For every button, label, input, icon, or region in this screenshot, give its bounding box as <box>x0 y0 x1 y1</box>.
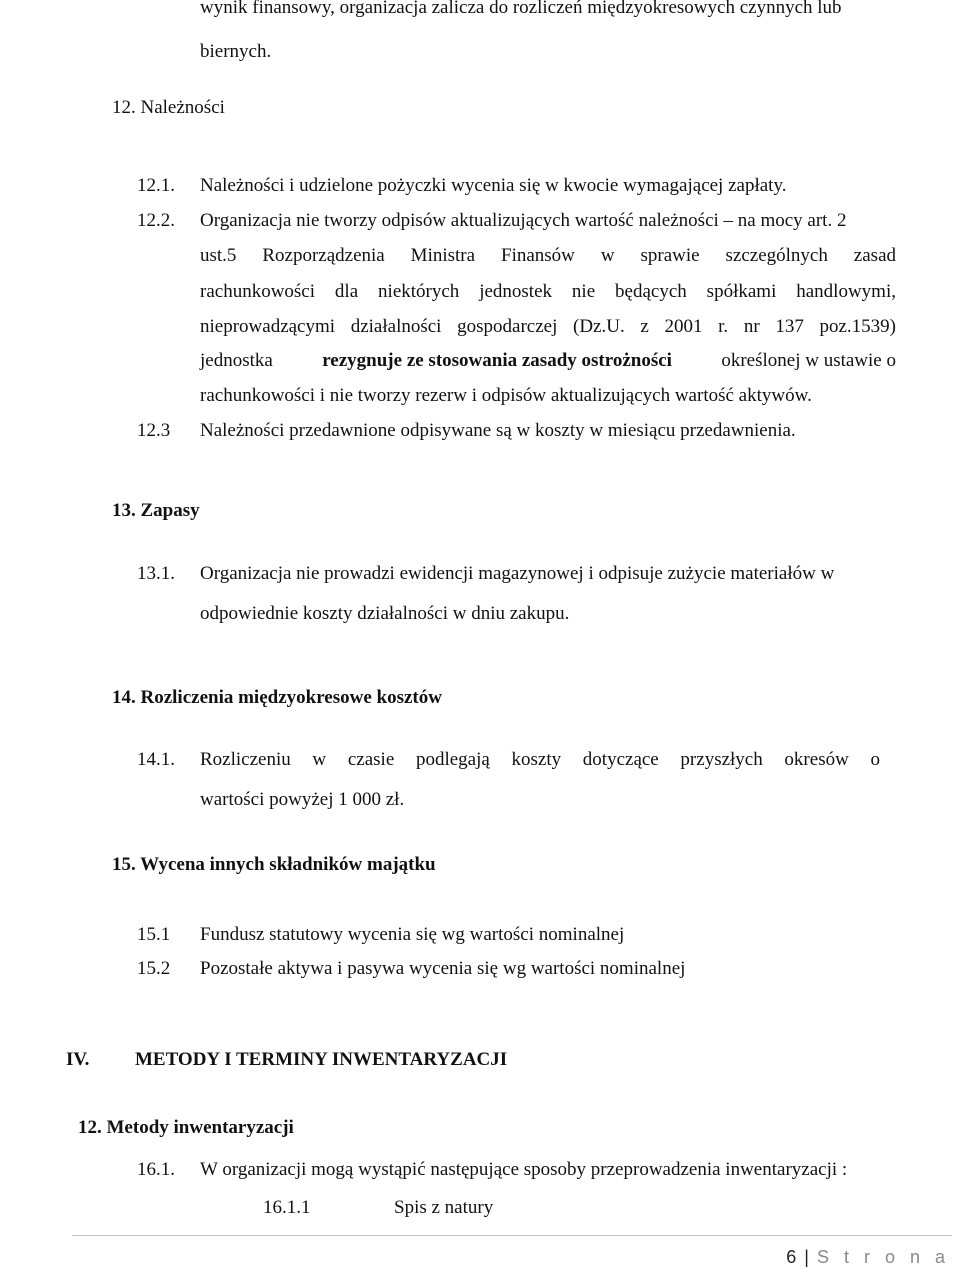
item-text: Należności i udzielone pożyczki wycenia się w kwocie wymagającej zapłaty. <box>200 175 787 196</box>
paragraph-line: biernych. <box>200 41 272 62</box>
item-number: 16.1. <box>137 1159 175 1180</box>
item-text: W organizacji mogą wystąpić następujące sposoby przeprowadzenia inwentaryzacji : <box>200 1159 848 1180</box>
section-heading: 12. Należności <box>112 97 225 118</box>
sub-item-number: 16.1.1 <box>263 1197 311 1218</box>
page-label: S t r o n a <box>816 1247 950 1267</box>
item-text: rachunkowości dla niektórych jednostek nie będących spółkami handlowymi, <box>200 281 896 302</box>
item-text: wartości powyżej 1 000 zł. <box>200 789 405 810</box>
item-text: Fundusz statutowy wycenia się wg wartości nominalnej <box>200 924 625 945</box>
footer-separator: | <box>804 1247 809 1267</box>
item-number: 14.1. <box>137 749 175 770</box>
item-number: 12.2. <box>137 210 175 231</box>
item-text: rachunkowości i nie tworzy rezerw i odpisów aktualizujących wartość aktywów. <box>200 385 812 406</box>
section-heading: 15. Wycena innych składników majątku <box>112 854 436 875</box>
item-number: 13.1. <box>137 563 175 584</box>
chapter-heading: METODY I TERMINY INWENTARYZACJI <box>135 1049 508 1070</box>
item-text: Organizacja nie tworzy odpisów aktualizujących wartość należności – na mocy art. 2 <box>200 210 847 231</box>
paragraph-line: wynik finansowy, organizacja zalicza do rozliczeń międzyokresowych czynnych lub <box>200 0 842 18</box>
item-number: 15.2 <box>137 958 171 979</box>
item-text: Należności przedawnione odpisywane są w koszty w miesiącu przedawnienia. <box>200 420 796 441</box>
emphasis-text: rezygnuje ze stosowania zasady ostrożności <box>322 350 672 371</box>
footer-divider <box>72 1235 952 1236</box>
item-text: Organizacja nie prowadzi ewidencji magazynowej i odpisuje zużycie materiałów w <box>200 563 835 584</box>
item-text: ust.5 Rozporządzenia Ministra Finansów w sprawie szczególnych zasad <box>200 245 896 266</box>
section-heading: 14. Rozliczenia międzyokresowe kosztów <box>112 687 442 708</box>
chapter-number: IV. <box>66 1049 90 1070</box>
section-heading: 12. Metody inwentaryzacji <box>78 1117 294 1138</box>
item-text: Pozostałe aktywa i pasywa wycenia się wg wartości nominalnej <box>200 958 686 979</box>
item-number: 12.1. <box>137 175 175 196</box>
page-footer <box>786 1245 950 1269</box>
item-text: odpowiednie koszty działalności w dniu zakupu. <box>200 603 570 624</box>
item-text: nieprowadzącymi działalności gospodarczej (Dz.U. z 2001 r. nr 137 poz.1539) <box>200 316 896 337</box>
page-number: 6 <box>786 1247 797 1267</box>
section-heading: 13. Zapasy <box>112 500 200 521</box>
item-text: jednostka <box>200 350 273 371</box>
item-number: 15.1 <box>137 924 171 945</box>
sub-item-text: Spis z natury <box>394 1197 494 1218</box>
item-text-line <box>200 349 896 373</box>
item-number: 12.3 <box>137 420 171 441</box>
item-text: określonej w ustawie o <box>721 350 896 371</box>
item-text: Rozliczeniu w czasie podlegają koszty dotyczące przyszłych okresów o <box>200 749 880 770</box>
